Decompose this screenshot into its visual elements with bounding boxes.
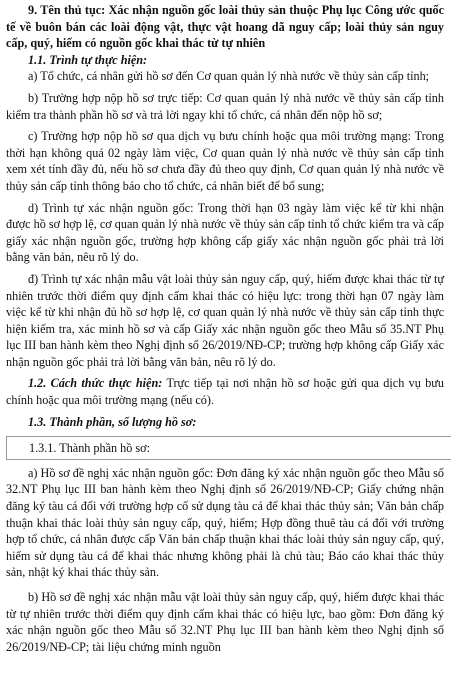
section-heading-1-1: 1.1. Trình tự thực hiện: (28, 52, 148, 67)
procedure-title: 9. Tên thủ tục: Xác nhận nguồn gốc loài thủy sản thuộc Phụ lục Công ước quốc tế về buôn bán các loài động vật, thực vật hoang dã nguy cấp; loài thủy sản nguy cấp, quý, hiếm có nguồn gốc khai thác từ tự nhiên (6, 3, 444, 51)
section-heading-1-2: 1.2. Cách thức thực hiện: (28, 376, 163, 391)
paragraph-c: c) Trường hợp nộp hồ sơ qua dịch vụ bưu chính hoặc qua môi trường mạng: Trong thời hạn không quá 02 ngày làm việc, Cơ quan quản lý nhà nước về thủy sản cấp tỉnh xem xét tính đầy đủ, nếu hồ sơ chưa đầy đủ theo quy định, Cơ quan quản lý nhà nước về thủy sản cấp tỉnh thông báo cho tổ chức, cá nhân biết để bổ sung; (6, 129, 444, 193)
paragraph-d: d) Trình tự xác nhận nguồn gốc: Trong thời hạn 03 ngày làm việc kể từ khi nhận được hồ sơ hợp lệ, cơ quan quản lý nhà nước về thủy sản cấp tỉnh tổ chức kiểm tra và cấp giấy xác nhận nguồn gốc, trường hợp không cấp giấy xác nhận nguồn gốc phải trả lời bằng văn bản, nêu rõ lý do. (6, 200, 444, 265)
subsection-box (6, 436, 451, 460)
section-heading-1-3-1: 1.3.1. Thành phần hồ sơ: (29, 441, 150, 456)
section-1-2-text: Trực tiếp tại nơi nhận hồ sơ hoặc gửi qua dịch vụ bưu chính hoặc qua môi trường mạng (nếu có). (6, 376, 445, 408)
paragraph-a: a) Tổ chức, cá nhân gửi hồ sơ đến Cơ quan quản lý nhà nước về thủy sản cấp tỉnh; (28, 69, 430, 84)
paragraph-dd: đ) Trình tự xác nhận mẫu vật loài thủy sản nguy cấp, quý, hiếm được khai thác từ tự nhiên trước thời điểm quy định cấm khai thác có hiệu lực: trong thời hạn 07 ngày làm việc kể từ khi nhận đủ hồ sơ hợp lệ, cơ quan quản lý nhà nước về thủy sản cấp tỉnh thực hiện kiểm tra, xác minh hồ sơ và cấp Giấy xác nhận nguồn gốc theo Mẫu số 35.NT Phụ lục III ban hành kèm theo Nghị định số 26/2019/NĐ-CP; trường hợp không cấp Giấy xác nhận nguồn gốc phải trả lời bằng văn bản, nêu rõ lý do. (6, 271, 444, 369)
section-1-2 (6, 375, 444, 408)
section-heading-1-3: 1.3. Thành phần, số lượng hồ sơ: (28, 414, 197, 429)
paragraph-3b: b) Hồ sơ đề nghị xác nhận mẫu vật loài thủy sản nguy cấp, quý, hiếm được khai thác từ tự nhiên trước thời điểm quy định cấm khai thác có hiệu lực, bao gồm: Đơn đăng ký xác nhận nguồn gốc theo Mẫu số 32.NT Phụ lục III ban hành kèm theo Nghị định số 26/2019/NĐ-CP; tài liệu chứng minh nguồn (6, 590, 444, 654)
paragraph-3a: a) Hồ sơ đề nghị xác nhận nguồn gốc: Đơn đăng ký xác nhận nguồn gốc theo Mẫu số 32.NT Phụ lục III ban hành kèm theo Nghị định số 26/2019/NĐ-CP; Giấy chứng nhận đăng ký tàu cá đối với trường hợp cố sử dụng tàu cá để khai thác thủy sản; Văn bản chấp thuận khai thác loài thủy sản nguy cấp, quý, hiếm; Hợp đồng thuê tàu cá đối với trường hợp tổ chức, cá nhân được cấp Văn bản chấp thuận khai thác loài thủy sản nguy cấp, quý, hiếm sử dụng tàu cá để khai thác nhưng không phải là chủ tàu; Báo cáo khai thác thủy sản, nhật ký khai thác thủy sản. (6, 465, 444, 580)
paragraph-b: b) Trường hợp nộp hồ sơ trực tiếp: Cơ quan quản lý nhà nước về thủy sản cấp tỉnh kiểm tra thành phần hồ sơ và trả lời ngay khi tổ chức, cá nhân đến nộp hồ sơ; (6, 90, 444, 122)
